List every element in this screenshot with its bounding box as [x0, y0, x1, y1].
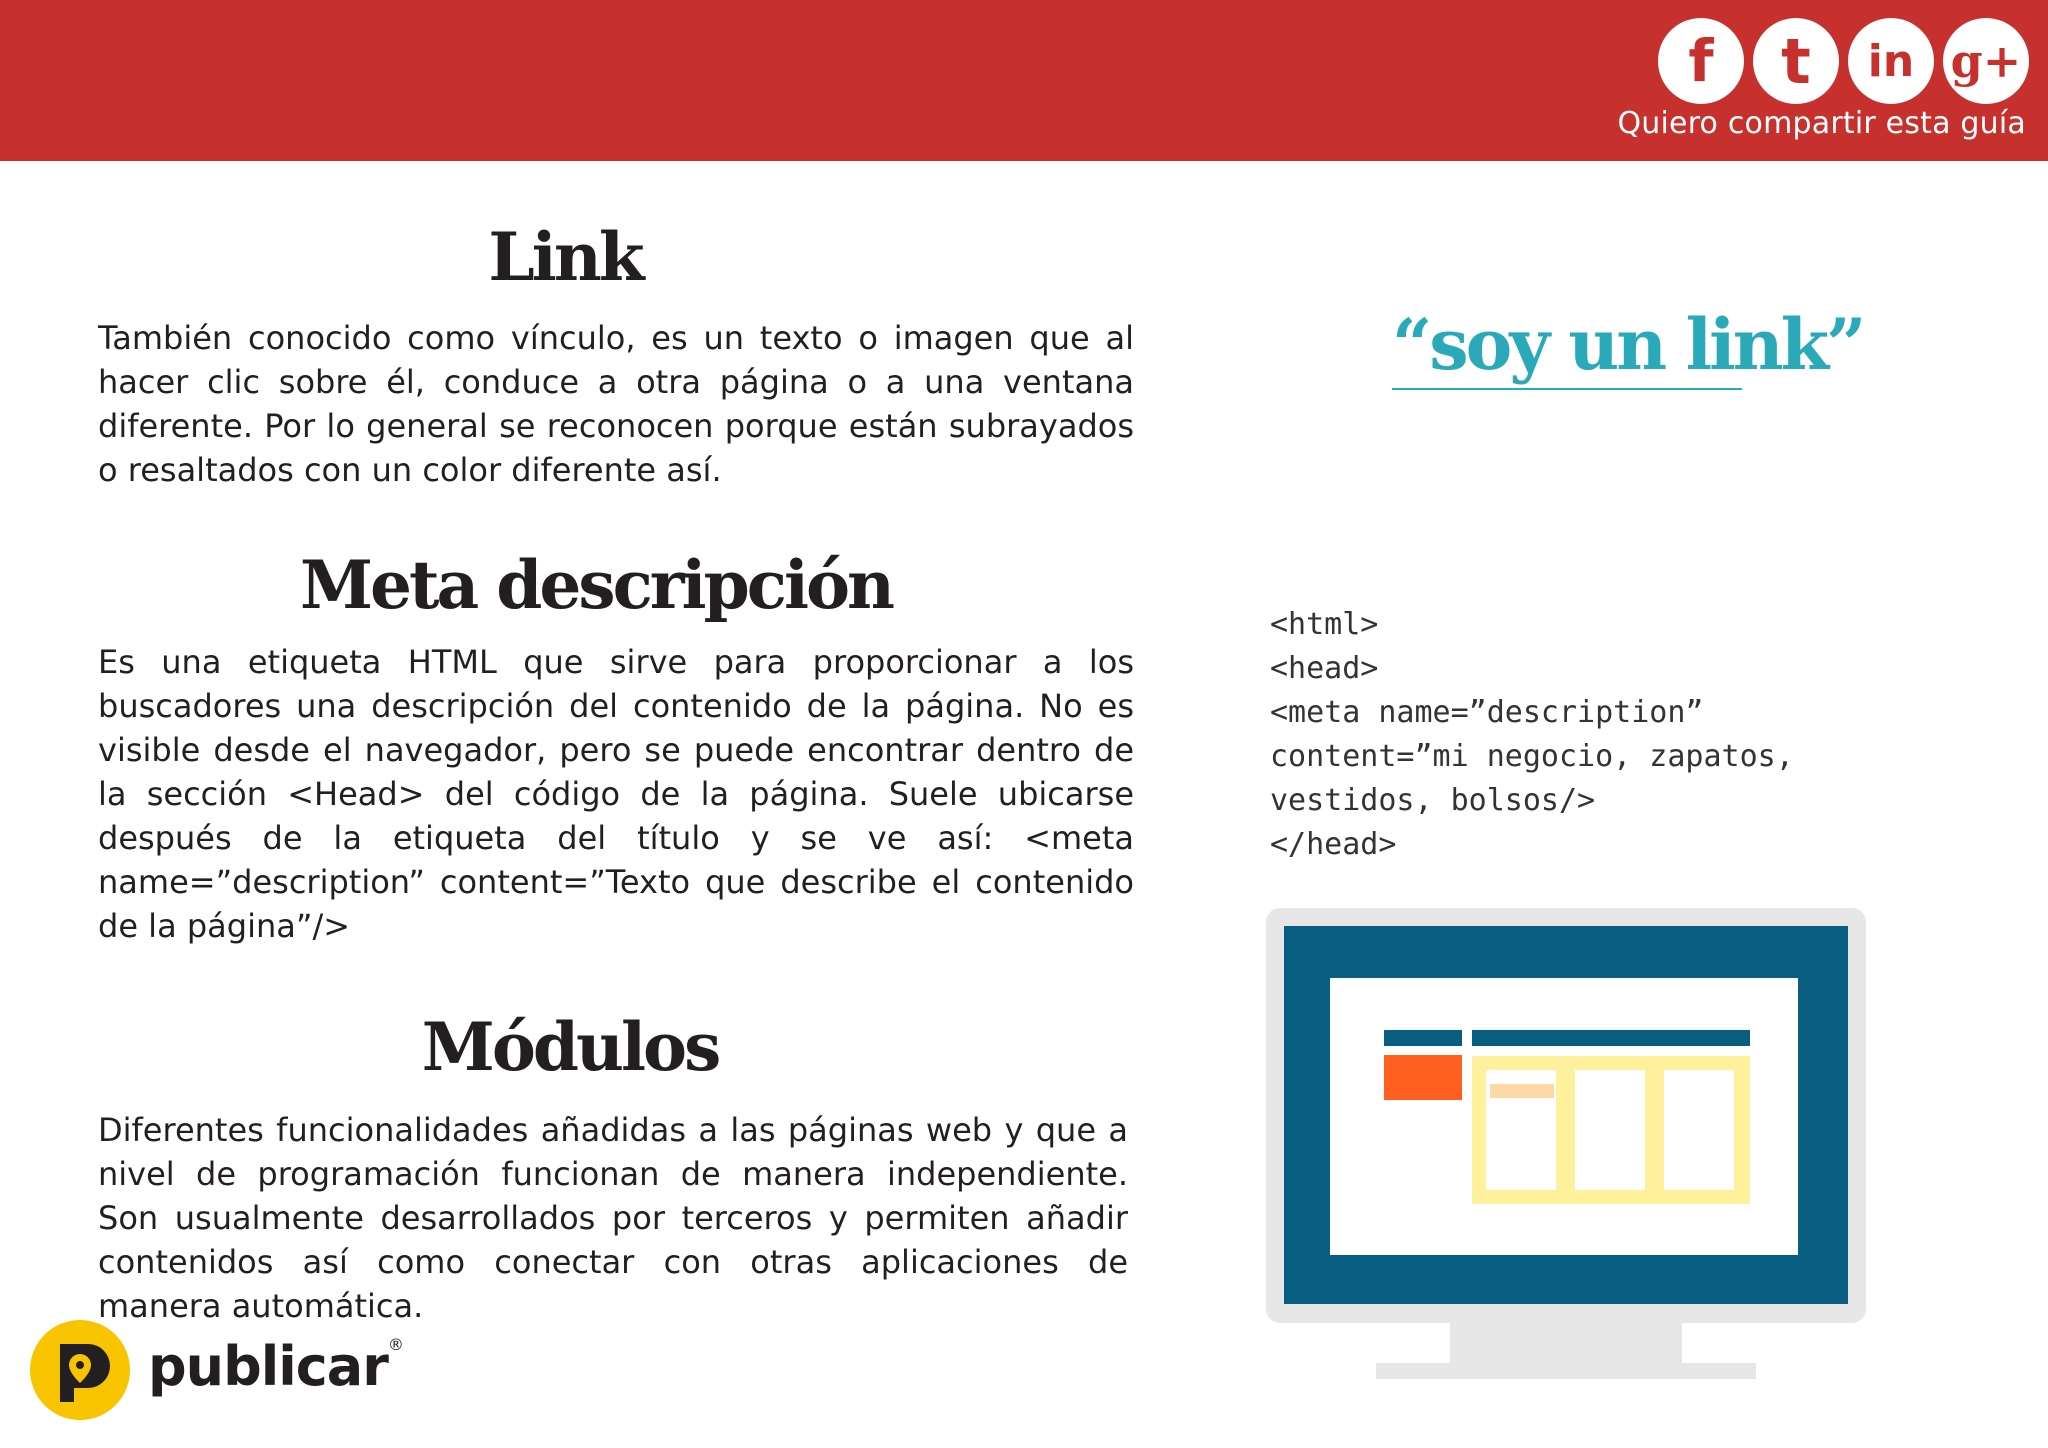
code-line: vestidos, bolsos/> [1270, 783, 1596, 818]
linkedin-icon: in [1867, 35, 1915, 87]
twitter-icon: t [1781, 24, 1811, 98]
mockup-module-cell [1664, 1070, 1734, 1190]
facebook-icon: f [1688, 27, 1714, 95]
code-line: <html> [1270, 607, 1379, 642]
code-line: <meta name=”description” [1270, 695, 1704, 730]
mockup-nav-bar-right [1472, 1030, 1750, 1046]
monitor-neck [1450, 1323, 1682, 1363]
code-line: </head> [1270, 827, 1397, 862]
mockup-module-cell [1575, 1070, 1645, 1190]
section-text-modules: Diferentes funcionalidades añadidas a las páginas web y que a nivel de programación funcionan de manera independiente. Son usualmente desarrollados por terceros y permiten añadir contenidos así como conectar con otras aplicaciones de manera automática. [98, 1111, 1128, 1325]
google-plus-share-button[interactable] [1943, 18, 2029, 104]
share-guide-text: Quiero compartir esta guía [1617, 106, 2026, 141]
link-example[interactable]: “soy un link” [1392, 303, 1864, 386]
link-example-underline [1392, 388, 1742, 390]
code-line: content=”mi negocio, zapatos, [1270, 739, 1794, 774]
publicar-logo-icon [30, 1320, 130, 1420]
google-plus-icon: g+ [1950, 34, 2022, 88]
publicar-logo-text [148, 1335, 403, 1398]
section-title-modules: Módulos [421, 1008, 719, 1086]
linkedin-share-button[interactable] [1848, 18, 1934, 104]
meta-code-sample [1270, 603, 1870, 867]
section-text-meta-description: Es una etiqueta HTML que sirve para proporcionar a los buscadores una descripción del contenido de la página. No es visible desde el navegador, pero se puede encontrar dentro de la sección <Head> del código de la página. Suele ubicarse después de la etiqueta del título y se ve así: <meta name=”description” content=”Texto que describe el contenido de la página”/> [98, 643, 1134, 945]
section-title-meta-description: Meta descripción [300, 546, 893, 624]
section-title-link: Link [488, 218, 642, 296]
registered-mark: ® [387, 1335, 403, 1354]
mockup-nav-bar-left [1384, 1030, 1462, 1046]
section-text-link: También conocido como vínculo, es un texto o imagen que al hacer clic sobre él, conduce a otra página o a una ventana diferente. Por lo general se reconocen porque están subrayados o resaltados con un color diferente así. [98, 319, 1134, 489]
mockup-module-bar [1490, 1084, 1554, 1098]
twitter-share-button[interactable] [1753, 18, 1839, 104]
mockup-orange-module [1384, 1055, 1462, 1100]
monitor-base [1376, 1363, 1756, 1379]
code-line: <head> [1270, 651, 1379, 686]
brand-name: publicar [148, 1335, 388, 1398]
pin-icon [30, 1320, 130, 1420]
facebook-share-button[interactable] [1658, 18, 1744, 104]
